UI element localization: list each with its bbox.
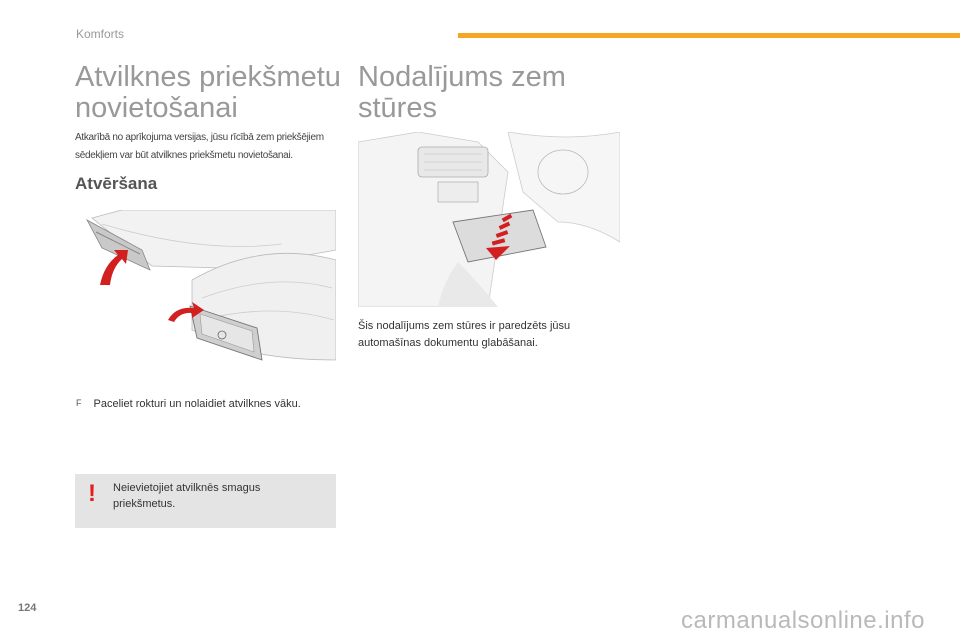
watermark: carmanualsonline.info <box>681 607 925 634</box>
page-title-right: Nodalījums zem stūres <box>358 61 566 124</box>
warning-box <box>75 474 336 528</box>
warning-text: Neievietojiet atvilknēs smagus priekšmetus. <box>113 482 261 510</box>
page-title-left: Atvilknes priekšmetu novietošanai <box>75 61 341 124</box>
seat-drawer-illustration <box>82 210 336 386</box>
intro-paragraph: Atkarībā no aprīkojuma versijas, jūsu rīcībā zem priekšējiem sēdekļiem var būt atvilknes priekšmetu novietošanai. <box>75 132 324 161</box>
warning-icon: ! <box>88 480 96 507</box>
bullet-marker: F <box>76 398 82 408</box>
subheading-opening: Atvēršana <box>75 174 158 193</box>
bullet-text: Paceliet rokturi un nolaidiet atvilknes vāku. <box>93 398 301 410</box>
compartment-paragraph: Šis nodalījums zem stūres ir paredzēts jūsu automašīnas dokumentu glabāšanai. <box>358 320 571 349</box>
section-label: Komforts <box>76 27 125 41</box>
steering-compartment-illustration <box>358 132 620 307</box>
instruction-bullet <box>76 398 356 410</box>
page-number: 124 <box>18 602 37 614</box>
section-accent-bar <box>458 33 960 38</box>
